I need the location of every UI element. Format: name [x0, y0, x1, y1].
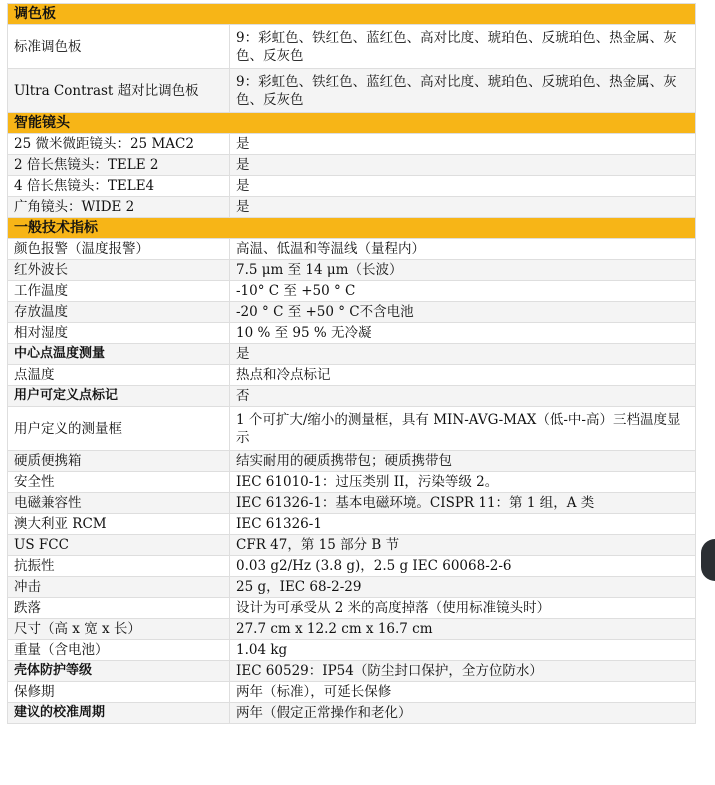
- table-row: [8, 556, 696, 577]
- table-row: [8, 661, 696, 682]
- row-value: 是: [230, 176, 696, 197]
- row-value: 否: [230, 386, 696, 407]
- row-value: 两年（假定正常操作和老化）: [230, 703, 696, 724]
- section-title: 调色板: [8, 4, 696, 25]
- row-label: 硬质便携箱: [8, 451, 230, 472]
- row-label: 用户定义的测量框: [8, 407, 230, 451]
- row-value: 两年（标准），可延长保修: [230, 682, 696, 703]
- table-row: [8, 323, 696, 344]
- table-row: [8, 682, 696, 703]
- table-row: [8, 260, 696, 281]
- table-row: [8, 365, 696, 386]
- row-value: 25 g，IEC 68-2-29: [230, 577, 696, 598]
- table-row: [8, 134, 696, 155]
- table-row: [8, 514, 696, 535]
- row-value: 是: [230, 344, 696, 365]
- spec-table: [7, 3, 696, 724]
- row-label: 建议的校准周期: [8, 703, 230, 724]
- row-label: 4 倍长焦镜头：TELE4: [8, 176, 230, 197]
- section-title: 智能镜头: [8, 113, 696, 134]
- row-label: 保修期: [8, 682, 230, 703]
- row-label: 重量（含电池）: [8, 640, 230, 661]
- section-header: [8, 4, 696, 25]
- table-row: [8, 577, 696, 598]
- row-value: 10 % 至 95 % 无冷凝: [230, 323, 696, 344]
- row-label: 红外波长: [8, 260, 230, 281]
- section-title: 一般技术指标: [8, 218, 696, 239]
- table-row: [8, 619, 696, 640]
- table-row: [8, 281, 696, 302]
- table-row: [8, 239, 696, 260]
- table-row: [8, 344, 696, 365]
- row-value: -10° C 至 +50 ° C: [230, 281, 696, 302]
- row-label: 工作温度: [8, 281, 230, 302]
- section-header: [8, 218, 696, 239]
- row-label: 抗振性: [8, 556, 230, 577]
- table-row: [8, 703, 696, 724]
- row-value: 9：彩虹色、铁红色、蓝红色、高对比度、琥珀色、反琥珀色、热金属、灰色、反灰色: [230, 69, 696, 113]
- row-value: 27.7 cm x 12.2 cm x 16.7 cm: [230, 619, 696, 640]
- row-label: 安全性: [8, 472, 230, 493]
- table-row: [8, 535, 696, 556]
- row-label: 用户可定义点标记: [8, 386, 230, 407]
- row-label: 点温度: [8, 365, 230, 386]
- section-header: [8, 113, 696, 134]
- row-label: 电磁兼容性: [8, 493, 230, 514]
- row-value: 9：彩虹色、铁红色、蓝红色、高对比度、琥珀色、反琥珀色、热金属、灰色、反灰色: [230, 25, 696, 69]
- row-value: 0.03 g2/Hz (3.8 g)，2.5 g IEC 60068-2-6: [230, 556, 696, 577]
- table-row: [8, 640, 696, 661]
- table-row: [8, 598, 696, 619]
- row-label: Ultra Contrast 超对比调色板: [8, 69, 230, 113]
- table-row: [8, 493, 696, 514]
- row-label: US FCC: [8, 535, 230, 556]
- table-row: [8, 197, 696, 218]
- row-label: 标准调色板: [8, 25, 230, 69]
- row-value: CFR 47，第 15 部分 B 节: [230, 535, 696, 556]
- row-label: 冲击: [8, 577, 230, 598]
- table-row: [8, 176, 696, 197]
- row-value: 结实耐用的硬质携带包；硬质携带包: [230, 451, 696, 472]
- row-value: IEC 60529：IP54（防尘封口保护，全方位防水）: [230, 661, 696, 682]
- table-row: [8, 386, 696, 407]
- row-value: 1 个可扩大/缩小的测量框，具有 MIN-AVG-MAX（低-中-高）三档温度显示: [230, 407, 696, 451]
- table-row: [8, 302, 696, 323]
- row-label: 澳大利亚 RCM: [8, 514, 230, 535]
- row-value: IEC 61326-1: [230, 514, 696, 535]
- row-value: 设计为可承受从 2 米的高度掉落（使用标准镜头时）: [230, 598, 696, 619]
- row-label: 存放温度: [8, 302, 230, 323]
- side-scroll-tab[interactable]: [701, 539, 715, 581]
- row-label: 颜色报警（温度报警）: [8, 239, 230, 260]
- row-label: 壳体防护等级: [8, 661, 230, 682]
- row-value: 7.5 μm 至 14 μm（长波）: [230, 260, 696, 281]
- row-label: 中心点温度测量: [8, 344, 230, 365]
- row-value: 是: [230, 197, 696, 218]
- row-value: 高温、低温和等温线（量程内）: [230, 239, 696, 260]
- row-label: 尺寸（高 x 宽 x 长）: [8, 619, 230, 640]
- row-value: IEC 61010-1：过压类别 II，污染等级 2。: [230, 472, 696, 493]
- row-value: 是: [230, 134, 696, 155]
- table-row: [8, 69, 696, 113]
- row-value: 热点和冷点标记: [230, 365, 696, 386]
- row-label: 相对湿度: [8, 323, 230, 344]
- row-label: 跌落: [8, 598, 230, 619]
- table-row: [8, 407, 696, 451]
- table-row: [8, 155, 696, 176]
- table-row: [8, 472, 696, 493]
- row-value: 1.04 kg: [230, 640, 696, 661]
- row-value: 是: [230, 155, 696, 176]
- row-label: 广角镜头：WIDE 2: [8, 197, 230, 218]
- row-value: IEC 61326-1：基本电磁环境。CISPR 11：第 1 组，A 类: [230, 493, 696, 514]
- table-row: [8, 451, 696, 472]
- row-label: 2 倍长焦镜头：TELE 2: [8, 155, 230, 176]
- row-label: 25 微米微距镜头：25 MAC2: [8, 134, 230, 155]
- row-value: -20 ° C 至 +50 ° C不含电池: [230, 302, 696, 323]
- table-row: [8, 25, 696, 69]
